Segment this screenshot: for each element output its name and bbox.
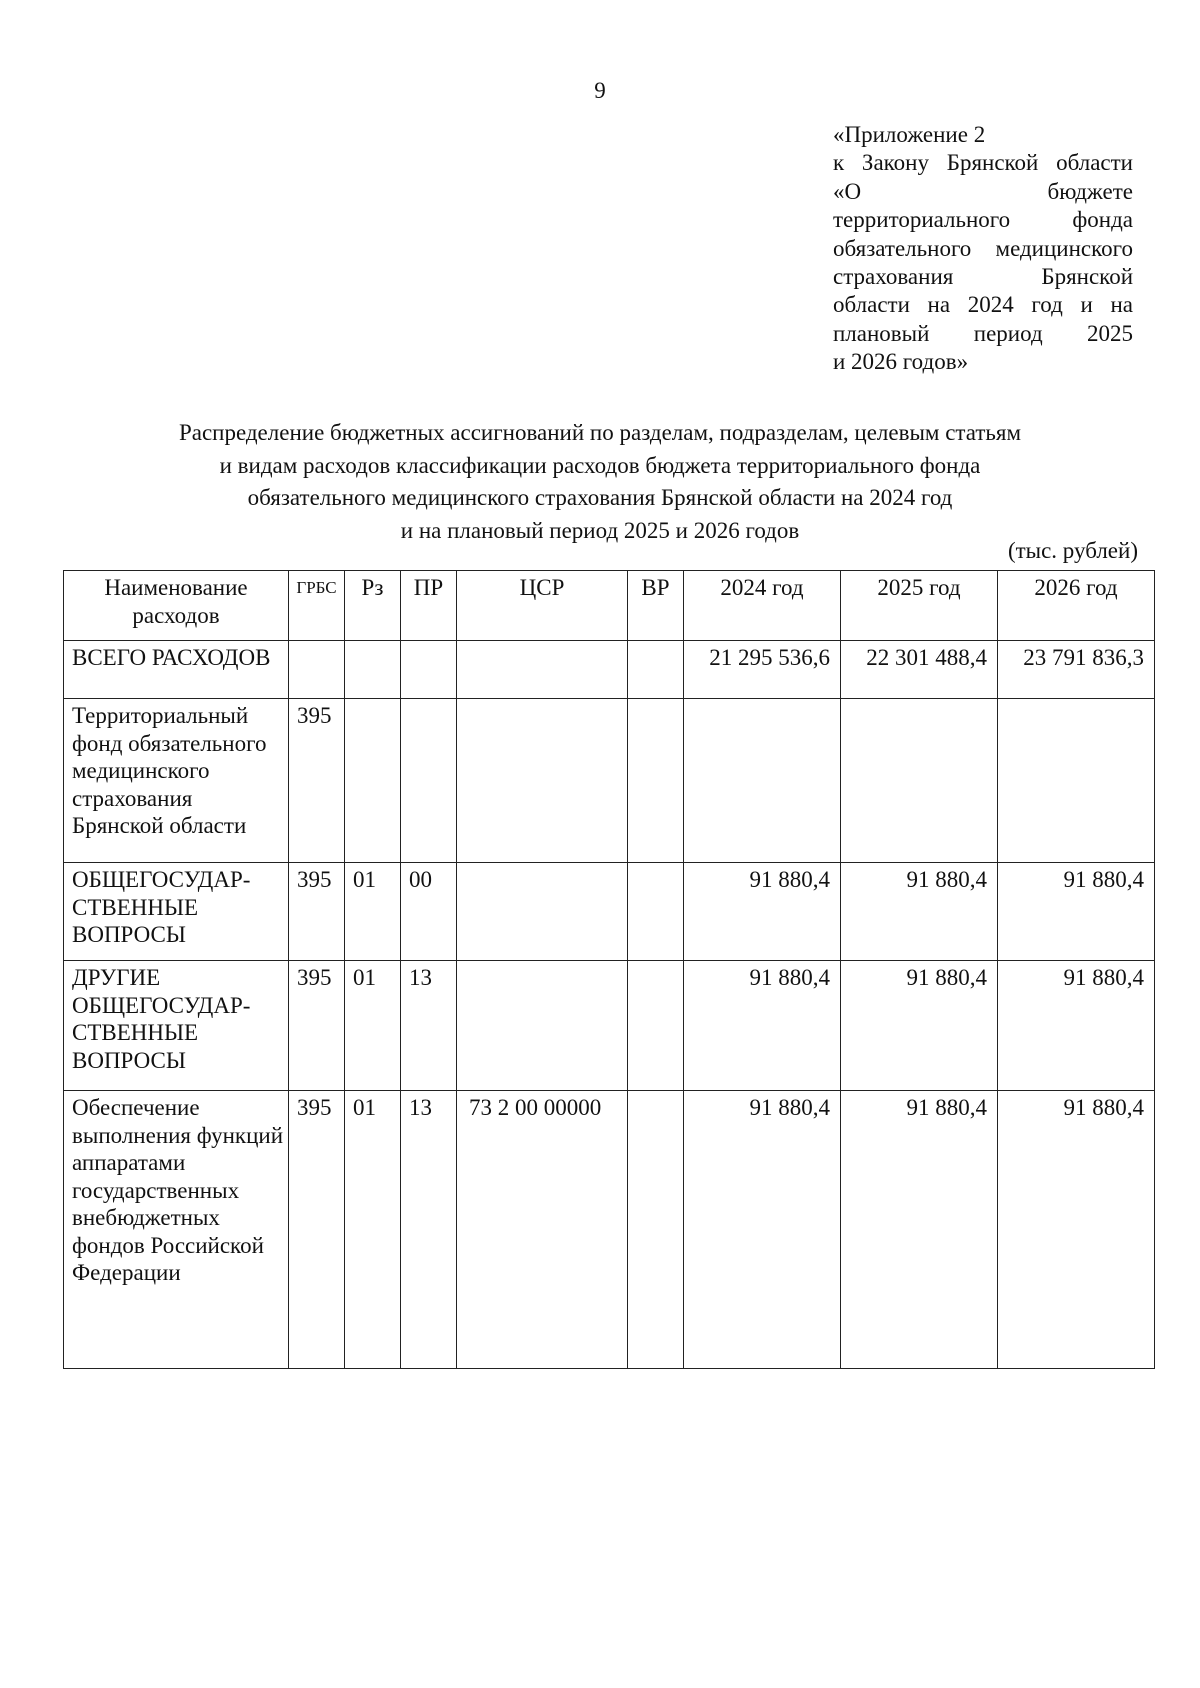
cell-rz [345, 699, 401, 863]
cell-name: Территориальный фонд обязательного медицинского страхования Брянской области [64, 699, 289, 863]
table-header-row [64, 571, 1155, 641]
cell-vr [628, 961, 684, 1091]
cell-2026: 91 880,4 [998, 961, 1155, 1091]
cell-vr [628, 863, 684, 961]
appendix-line: обязательного медицинского [833, 235, 1133, 261]
page-number: 9 [594, 78, 606, 103]
appendix-line: территориального фонда [833, 207, 1133, 233]
appendix-line: «Приложение 2 [833, 122, 986, 147]
title-line: и видам расходов классификации расходов бюджета территориального фонда [219, 452, 981, 478]
cell-name: ДРУГИЕ ОБЩЕГОСУДАР-СТВЕННЫЕ ВОПРОСЫ [64, 961, 289, 1091]
cell-vr [628, 699, 684, 863]
cell-pr [401, 641, 457, 699]
cell-grbs: 395 [289, 961, 345, 1091]
header-2026: 2026 год [998, 571, 1155, 641]
title-line: обязательного медицинского страхования Брянской области на 2024 год [247, 485, 953, 510]
appendix-note [833, 121, 1133, 377]
cell-pr: 13 [401, 961, 457, 1091]
cell-grbs: 395 [289, 863, 345, 961]
header-2024: 2024 год [684, 571, 841, 641]
cell-2025 [841, 699, 998, 863]
cell-vr [628, 1091, 684, 1369]
cell-vr [628, 641, 684, 699]
title-line: и на плановый период 2025 и 2026 годов [400, 517, 800, 543]
header-name: Наименование расходов [64, 571, 289, 641]
cell-rz [345, 641, 401, 699]
appendix-line: области на 2024 год и на [833, 292, 1133, 318]
table-row [64, 1091, 1155, 1369]
table-row [64, 699, 1155, 863]
cell-rz: 01 [345, 863, 401, 961]
appendix-line: «О бюджете [833, 178, 1133, 204]
budget-table [63, 570, 1155, 1369]
cell-2025: 22 301 488,4 [841, 641, 998, 699]
cell-csr [457, 641, 628, 699]
cell-2024 [684, 699, 841, 863]
cell-name: Обеспечение выполнения функций аппаратами государственных внебюджетных фондов Российской Федерации [64, 1091, 289, 1369]
cell-grbs [289, 641, 345, 699]
cell-rz: 01 [345, 1091, 401, 1369]
table-row [64, 641, 1155, 699]
appendix-line: плановый период 2025 [833, 320, 1133, 346]
cell-pr [401, 699, 457, 863]
header-vr: ВР [628, 571, 684, 641]
header-csr: ЦСР [457, 571, 628, 641]
cell-2024: 21 295 536,6 [684, 641, 841, 699]
cell-2026: 91 880,4 [998, 1091, 1155, 1369]
cell-csr [457, 961, 628, 1091]
table-row [64, 961, 1155, 1091]
cell-rz: 01 [345, 961, 401, 1091]
header-pr: ПР [401, 571, 457, 641]
cell-name: ОБЩЕГОСУДАР-СТВЕННЫЕ ВОПРОСЫ [64, 863, 289, 961]
appendix-line: страхования Брянской [833, 264, 1133, 290]
cell-name: ВСЕГО РАСХОДОВ [64, 641, 289, 699]
units-label: (тыс. рублей) [1007, 538, 1138, 563]
cell-2026: 23 791 836,3 [998, 641, 1155, 699]
cell-2024: 91 880,4 [684, 961, 841, 1091]
cell-2025: 91 880,4 [841, 961, 998, 1091]
cell-2026: 91 880,4 [998, 863, 1155, 961]
cell-csr [457, 863, 628, 961]
cell-grbs: 395 [289, 1091, 345, 1369]
cell-grbs: 395 [289, 699, 345, 863]
cell-csr: 73 2 00 00000 [457, 1091, 628, 1369]
cell-2025: 91 880,4 [841, 863, 998, 961]
header-rz: Рз [345, 571, 401, 641]
cell-2024: 91 880,4 [684, 1091, 841, 1369]
header-grbs: ГРБС [289, 571, 345, 641]
appendix-line: и 2026 годов» [833, 349, 969, 375]
cell-pr: 00 [401, 863, 457, 961]
header-2025: 2025 год [841, 571, 998, 641]
cell-2025: 91 880,4 [841, 1091, 998, 1369]
appendix-line: к Закону Брянской области [833, 150, 1133, 176]
title-line: Распределение бюджетных ассигнований по разделам, подразделам, целевым статьям [178, 420, 1022, 445]
document-title [100, 417, 1100, 547]
table-row [64, 863, 1155, 961]
cell-pr: 13 [401, 1091, 457, 1369]
cell-csr [457, 699, 628, 863]
cell-2024: 91 880,4 [684, 863, 841, 961]
cell-2026 [998, 699, 1155, 863]
